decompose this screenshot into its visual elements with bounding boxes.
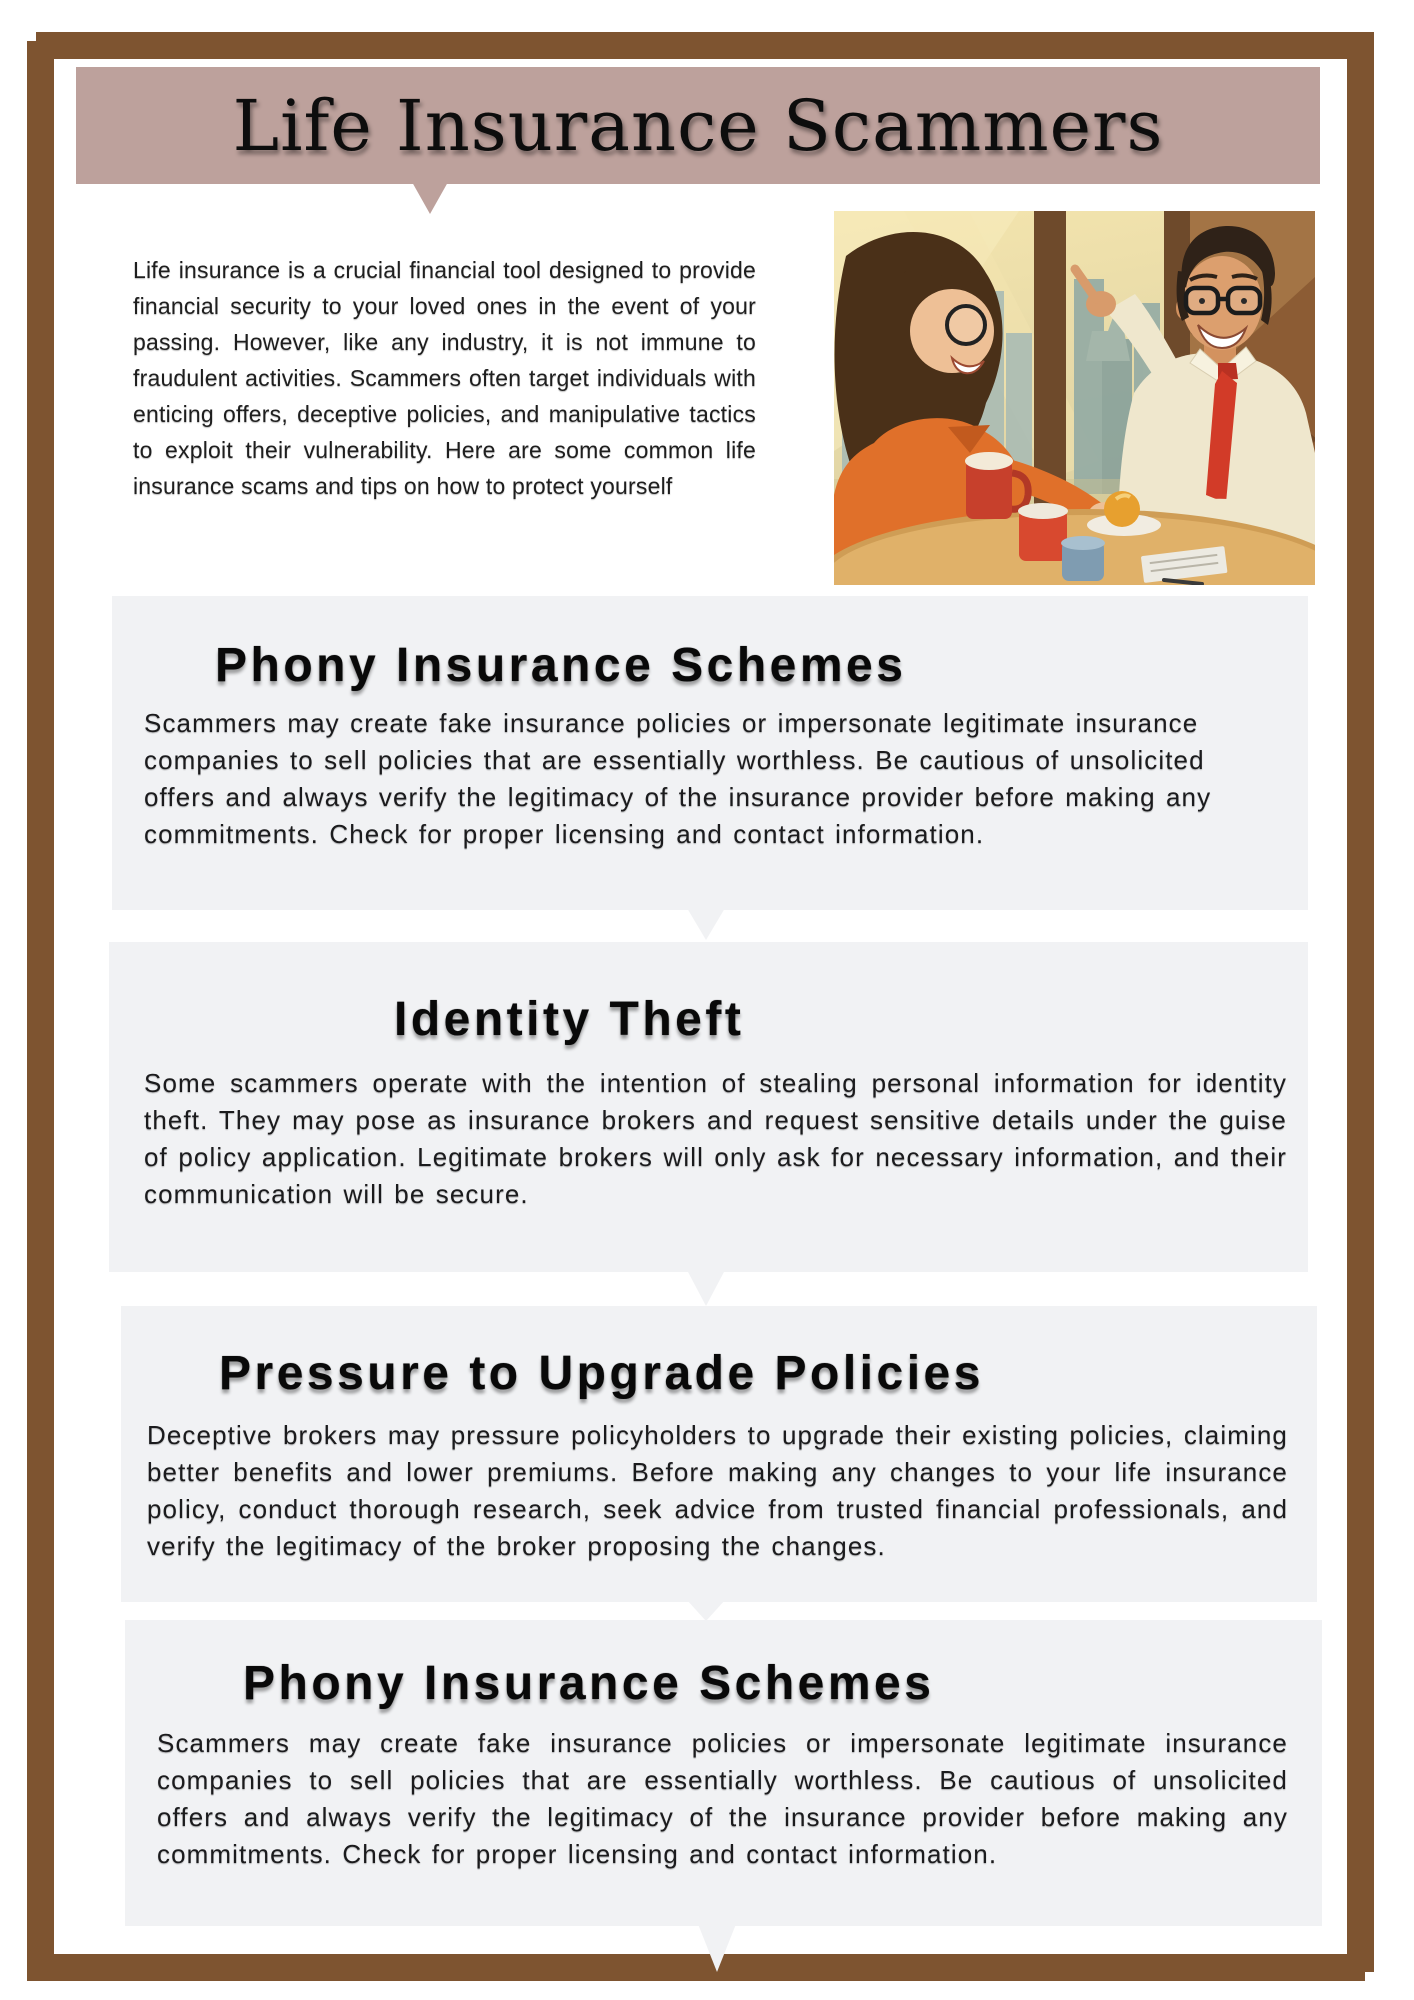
woman-glasses	[947, 306, 985, 344]
section-heading: Identity Theft	[394, 993, 745, 1046]
section-body: Scammers may create fake insurance policies or impersonate legitimate insurance companies to sell policies that are essentially worthless. Be cautious of unsolicited offers and always verify the legitimacy of the insurance provider before making any commitments. Check for proper licensing and contact information.	[144, 708, 1212, 849]
page-title: Life Insurance Scammers	[232, 84, 1164, 167]
section-identity-theft	[109, 942, 1308, 1272]
header-tail	[412, 182, 448, 214]
section-heading: Phony Insurance Schemes	[215, 639, 907, 692]
section-body: Some scammers operate with the intention of stealing personal information for identity theft. They may pose as insurance brokers and request sensitive details under the guise of policy application. Legitimate brokers will only ask for necessary information, and their communication will be secure.	[144, 1068, 1287, 1209]
section-phony-insurance-schemes-1	[112, 596, 1308, 910]
section-heading: Phony Insurance Schemes	[243, 1657, 935, 1710]
section-tail	[687, 1270, 725, 1306]
section-tail	[687, 1600, 725, 1621]
blue-cup	[1061, 536, 1105, 581]
section-tail	[687, 908, 725, 940]
intro-paragraph: Life insurance is a crucial financial tool designed to provide financial security to your loved ones in the event of your passing. However, like any industry, it is not immune to fraudulent activities. Scammers often target individuals with enticing offers, deceptive policies, and manipulative tactics to exploit their vulnerability. Here are some common life insurance scams and tips on how to protect yourself	[133, 257, 756, 499]
header-banner	[76, 67, 1320, 184]
cafe-meeting-illustration	[834, 211, 1315, 585]
red-cup	[1018, 503, 1068, 561]
section-phony-insurance-schemes-2	[125, 1620, 1322, 1926]
section-body: Scammers may create fake insurance policies or impersonate legitimate insurance companies to sell policies that are essentially worthless. Be cautious of unsolicited offers and always verify the legitimacy of the insurance provider before making any commitments. Check for proper licensing and contact information.	[157, 1728, 1288, 1869]
section-heading: Pressure to Upgrade Policies	[219, 1347, 984, 1400]
section-body: Deceptive brokers may pressure policyholders to upgrade their existing policies, claiming better benefits and lower premiums. Before making any changes to your life insurance policy, conduct thorough research, seek advice from trusted financial professionals, and verify the legitimacy of the broker proposing the changes.	[147, 1420, 1288, 1561]
section-pressure-to-upgrade	[121, 1306, 1317, 1602]
bottom-tail	[698, 1924, 736, 1972]
